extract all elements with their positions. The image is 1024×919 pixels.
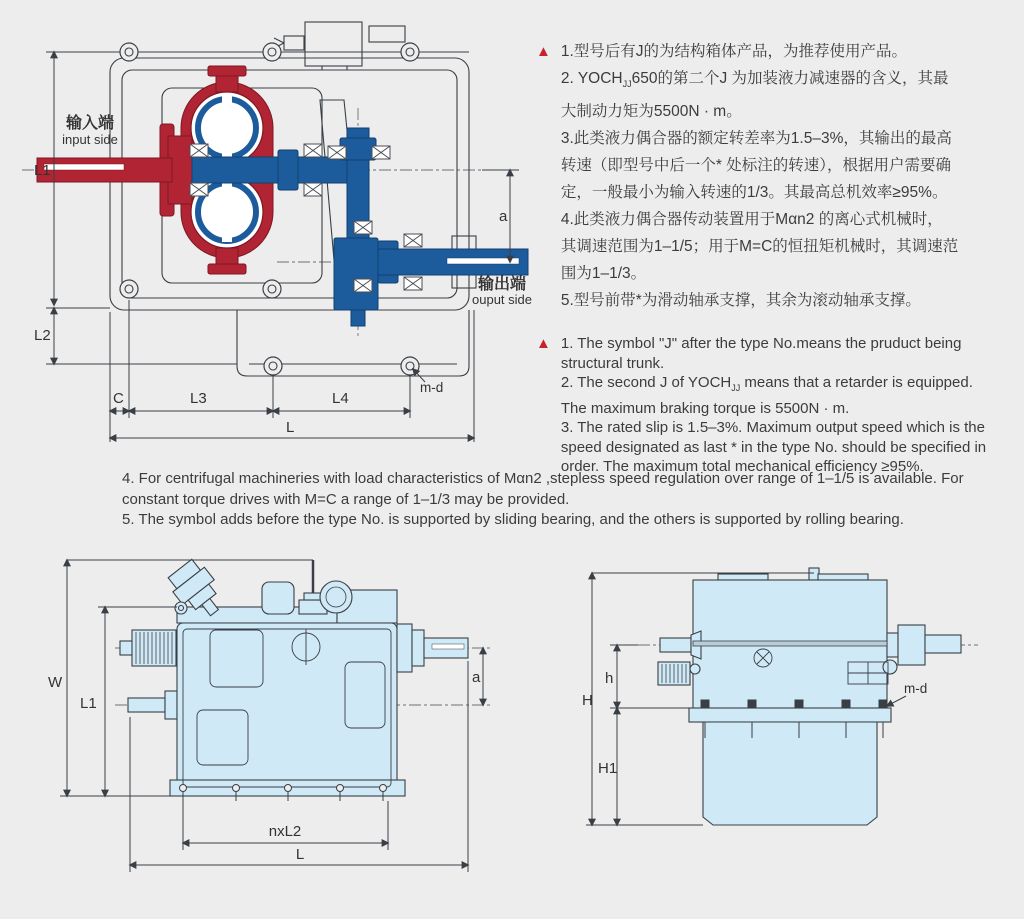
subscript-jj: JJ: [731, 383, 741, 393]
cn-note-line: 5.型号前带*为滑动轴承支撑，其余为滚动轴承支撑。: [560, 292, 921, 310]
dim-L: L: [295, 846, 305, 863]
cn-note-line: 3.此类液力偶合器的额定转差率为1.5–3%，其输出的最高: [560, 130, 952, 148]
notes-english-bottom: [122, 469, 964, 531]
notes-english: [536, 334, 986, 477]
cn-note-line: 大制动力矩为5500N · m。: [560, 103, 742, 121]
cross-section-drawing: [22, 8, 537, 468]
dim-L4: L4: [332, 390, 349, 407]
en-note-line: constant torque drives with M=C a range of 1–1/3 may be provided.: [122, 490, 570, 508]
cn-note-line: 4.此类液力偶合器传动装置用于Mαn2 的离心式机械时，: [560, 211, 943, 229]
dim-L2: L2: [34, 327, 51, 344]
dimension-lines: [46, 52, 519, 442]
machine-body: [658, 568, 961, 825]
dim-md: m-d: [420, 380, 444, 395]
cn-note-line: 定，一般最小为输入转速的1/3。其最高总机效率≥95%。: [560, 184, 948, 202]
cn-note-line: 围为1–1/3。: [560, 265, 647, 283]
split-line-band: [693, 641, 887, 646]
cn-note-line: 2. $YOCH_{JJ}650$的第二个J 为加装液力减速器的含义，其最: [560, 70, 949, 90]
output-side-label-en: ouput side: [472, 292, 532, 307]
end-view-drawing: [578, 545, 1018, 905]
en-note-line: 4. For centrifugal machineries with load characteristics of Mαn2 ,stepless speed regulation over range of 1–1/5 is available. For: [122, 470, 964, 487]
triangle-marker: ▲: [536, 43, 551, 60]
en-note-line: 2. The second J of $YOCH_{JJ}$ means that a retarder is equipped.: [560, 374, 973, 393]
input-side-label-cn: 输入端: [65, 115, 115, 132]
machine-body: [120, 556, 468, 796]
en-note-line: The maximum braking torque is 5500N · m.: [560, 399, 850, 417]
dim-L3: L3: [190, 390, 207, 407]
en-note-line: 3. The rated slip is 1.5–3%. Maximum output speed which is the: [560, 419, 985, 436]
output-side-label-cn: 输出端: [477, 276, 527, 293]
cn-note-line: 1.型号后有J的为结构箱体产品，为推荐使用产品。: [560, 43, 908, 60]
cn-note-line: 其调速范围为1–1/5；用于M=C的恒扭矩机械时，其调速范: [560, 238, 959, 256]
side-view-drawing: [20, 545, 540, 905]
input-side-label-en: input side: [62, 132, 118, 147]
dim-a: a: [472, 669, 481, 686]
dim-L1: L1: [80, 695, 97, 712]
dim-H1: H1: [598, 760, 618, 777]
dim-md: m-d: [904, 681, 928, 696]
dim-H: H: [582, 692, 593, 709]
dim-C: C: [113, 390, 124, 407]
en-note-line: order. The maximum total mechanical efficiency ≥95%.: [560, 458, 924, 475]
en-note-line: structural trunk.: [560, 354, 665, 372]
dim-a: a: [499, 208, 508, 225]
subscript-jj: JJ: [622, 79, 632, 90]
dim-L1: L1: [34, 162, 51, 179]
triangle-marker: ▲: [536, 335, 551, 352]
en-note-line: 1. The symbol "J" after the type No.means the pruduct being: [560, 335, 962, 352]
dim-L: L: [286, 419, 295, 436]
dim-h: h: [605, 670, 614, 687]
en-note-line: 5. The symbol adds before the type No. is supported by sliding bearing, and the others is supported by rolling bearing.: [122, 511, 904, 528]
dim-W: W: [48, 674, 63, 691]
notes-chinese: [536, 38, 958, 314]
en-note-line: speed designated as last * in the type No. should be specified in: [560, 438, 987, 456]
dim-nxL2: nxL2: [268, 823, 302, 840]
cn-note-line: 转速（即型号中后一个* 处标注的转速），根据用户需要确: [560, 157, 951, 175]
